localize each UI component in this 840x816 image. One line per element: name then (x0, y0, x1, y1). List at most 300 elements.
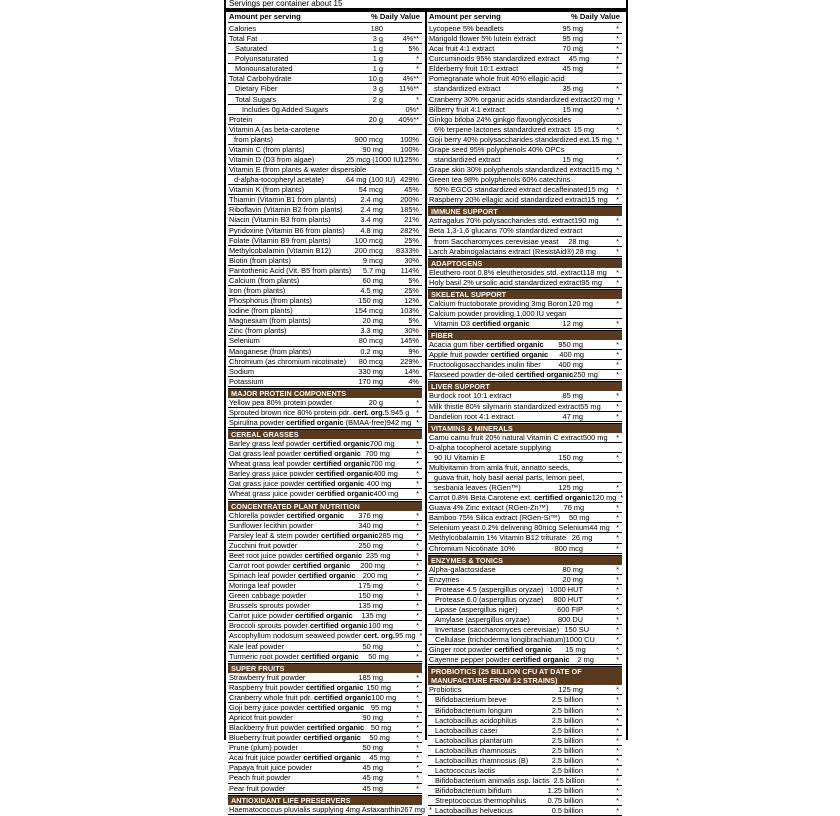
ingredient-name-text: Methylcobalamin (Vitamin B12) (229, 245, 332, 255)
ingredient-row (228, 449, 422, 459)
ingredient-row (428, 575, 622, 585)
ingredient-row (228, 226, 422, 236)
ingredient-row (428, 115, 622, 125)
ingredient-row (428, 706, 622, 716)
ingredient-row (228, 145, 422, 155)
amount-value: 45 mg (362, 783, 383, 793)
daily-value: 21% (404, 215, 419, 225)
ingredient-name (428, 695, 546, 704)
ingredient-row (228, 469, 422, 479)
amount-value: 150 mg (358, 591, 383, 601)
amount-value: 400 mg (558, 360, 583, 370)
ingredient-name-text: 90 IU Vitamin E (434, 452, 486, 462)
daily-value: * (616, 124, 619, 134)
daily-value: * (616, 319, 619, 329)
amount-value: 3 g (372, 84, 383, 94)
organic-label: certified organic (321, 530, 379, 540)
ingredient-row (228, 743, 422, 753)
ingredient-row (228, 733, 422, 743)
ingredient-name-text: Dandelion root 4:1 extract (429, 411, 514, 421)
daily-value: * (416, 713, 419, 722)
daily-value: * (616, 574, 619, 584)
section-header (228, 795, 422, 805)
daily-value: * (416, 601, 419, 611)
daily-value: * (616, 645, 619, 655)
amount-value: 330 mg (358, 366, 383, 376)
ingredient-row (428, 309, 622, 319)
ingredient-row (428, 391, 622, 401)
amount-value: 700 mg (369, 439, 395, 449)
ingredient-name-text: Broccoli sprouts powder (229, 621, 308, 631)
ingredient-row (228, 693, 422, 703)
daily-value: * (616, 360, 619, 370)
ingredient-name-text: Pear fruit powder (229, 783, 286, 793)
ingredient-name-text: Manganese (from plants) (229, 346, 312, 356)
daily-value: * (616, 776, 619, 786)
organic-label: certified organic (306, 723, 365, 733)
section-title: ADAPTOGENS (431, 258, 483, 268)
ingredient-name (428, 402, 580, 411)
ingredient-row (228, 459, 422, 469)
ingredient-name (428, 503, 549, 512)
ingredient-name-text: Beta 1,3-1,6 glucans 70% standardized extract (429, 226, 583, 236)
ingredient-name (428, 786, 546, 795)
daily-value: * (616, 503, 619, 513)
amount-value: 1 g (372, 44, 383, 54)
amount-value (571, 115, 599, 124)
amount-value: 150 mg (358, 296, 383, 306)
ingredient-row (428, 493, 622, 503)
amount-value (566, 309, 596, 318)
section-header (428, 289, 622, 299)
ingredient-row (428, 135, 622, 145)
ingredient-name-text: Saturated (235, 44, 268, 54)
daily-value: * (416, 550, 419, 560)
daily-value: 12% (404, 296, 419, 306)
ingredient-name (228, 784, 346, 793)
ingredient-name (228, 631, 395, 640)
daily-value (387, 24, 422, 33)
daily-value: 282% (400, 225, 419, 235)
ingredient-name-text: Calories (229, 24, 257, 33)
daily-value: 100% (400, 134, 419, 144)
ingredient-name-text: Elderberry fruit 10:1 extract (429, 64, 519, 74)
daily-value: 0%* (405, 104, 419, 114)
daily-value: * (416, 591, 419, 601)
ingredient-name-text: Phosphorus (from plants) (229, 296, 312, 306)
amount-value: 15 mg (565, 645, 586, 655)
daily-value: * (616, 411, 619, 421)
ingredient-name-text: Oat grass juice powder (229, 479, 305, 489)
amount-value: 95 mg (562, 24, 583, 33)
ingredient-row (428, 237, 622, 247)
ingredient-row (428, 463, 622, 473)
ingredient-row (428, 483, 622, 493)
ingredient-name-text: Beet root juice powder (229, 550, 303, 560)
amount-value (565, 74, 596, 83)
ingredient-name-text: Papaya fruit juice powder (229, 763, 312, 773)
organic-label: certified organic (490, 350, 549, 360)
daily-value: 185% (400, 205, 419, 215)
amount-value: 1.25 billion (547, 786, 583, 796)
organic-label: certified organic (303, 753, 361, 763)
daily-value: * (616, 745, 619, 755)
amount-value: 120 mg (591, 493, 617, 503)
daily-value: * (620, 493, 624, 503)
daily-value: * (616, 298, 619, 308)
amount-value: 2.4 mg (360, 195, 383, 205)
ingredient-name-text: Folate (Vitamin B9 from plants) (229, 235, 331, 245)
daily-value: * (616, 594, 619, 604)
ingredient-name-text: Green cabbage powder (229, 591, 307, 601)
ingredient-row (428, 216, 622, 226)
section-header (228, 501, 422, 511)
ingredient-name-text: Apricot fruit powder (229, 713, 293, 722)
amount-value: 95 mg (370, 702, 392, 712)
daily-value: * (416, 530, 419, 540)
ingredient-name (428, 453, 546, 462)
ingredient-row (428, 84, 622, 94)
daily-value: * (416, 682, 419, 692)
ingredient-name-text: Chromium (as chromium nicotinate) (229, 356, 347, 366)
ingredient-name-text: Blackberry fruit powder (229, 723, 305, 733)
organic-label: certified organic (292, 560, 351, 570)
section-title: LIVER SUPPORT (431, 382, 490, 392)
ingredient-name-text: Riboflavin (Vitamin B2 from plants) (229, 205, 343, 215)
ingredient-name-text: Lactococcus lactis (435, 766, 495, 775)
ingredient-row (428, 268, 622, 278)
amount-value: 180 (370, 24, 383, 33)
organic-label: certified organic (304, 550, 363, 560)
amount-value: 50 mg (370, 723, 392, 733)
daily-value: * (616, 655, 619, 665)
ingredient-name-text: Spinach leaf powder (229, 570, 296, 580)
ingredient-name-text: Lycopene 5% beadlets (429, 24, 504, 33)
ingredient-name-text: Calcium fructoborate providing 3mg Boron (429, 298, 568, 308)
amount-value: 2.5 billion (551, 755, 583, 765)
ingredient-name (428, 237, 558, 246)
ingredient-row (428, 402, 622, 412)
ingredient-name-text: Vitamin C (from plants) (229, 144, 305, 154)
ingredient-row (228, 642, 422, 652)
daily-value: 100% (400, 144, 419, 154)
ingredient-name (428, 655, 570, 664)
ingredient-name-text: Barley grass juice powder (229, 469, 314, 479)
ingredient-name-text: Protein (229, 114, 253, 124)
ingredient-row (228, 683, 422, 693)
ingredient-name (428, 185, 588, 194)
ingredient-row (228, 185, 422, 195)
ingredient-name-text: Carrot 0.8% Beta Carotene ext. (429, 493, 533, 503)
daily-value: * (416, 733, 419, 743)
ingredient-name-text: Kale leaf powder (229, 641, 285, 651)
amount-value: 2.4 mg (360, 205, 383, 215)
organic-label: certified organic (494, 645, 552, 655)
ingredient-name (228, 733, 361, 742)
daily-value: * (616, 614, 619, 624)
ingredient-name-text: Wheat grass leaf powder (229, 459, 311, 469)
ingredient-name-text: Bifidobacterium animalis ssp. lactis (435, 776, 550, 786)
amount-value: 3.4 mg (360, 215, 383, 225)
amount-value (570, 175, 598, 184)
ingredient-row (428, 443, 622, 453)
amount-value: 10 g (368, 74, 383, 84)
ingredient-name-text: Sunflower lecithin powder (229, 520, 314, 530)
ingredient-name (228, 155, 346, 164)
organic-label: certified organic (515, 370, 574, 380)
ingredient-name (228, 753, 361, 762)
ingredient-row (228, 34, 422, 44)
daily-value: 25% (404, 286, 419, 296)
daily-value (596, 74, 622, 83)
ingredient-name (428, 483, 546, 492)
daily-value: * (416, 449, 419, 459)
amount-value: 400 mg (373, 489, 399, 499)
ingredient-name (228, 571, 356, 580)
ingredient-row (228, 175, 422, 185)
ingredient-name-text: Turmeric root powder (229, 651, 299, 661)
ingredient-name (428, 473, 584, 482)
amount-value: 154 mcg (354, 306, 383, 316)
organic-label: certified organic (309, 621, 368, 631)
ingredient-name-text: Vitamin D (D3 from algae) (229, 155, 315, 165)
ingredient-name (228, 743, 346, 752)
amount-value: 700 mg (365, 449, 390, 459)
daily-value: * (616, 625, 619, 635)
ingredient-name (428, 340, 546, 349)
amount-value: 125 mg (558, 483, 583, 493)
ingredient-name-text: Burdock root 10:1 extract (429, 391, 512, 401)
ingredient-name-text: Barley grass leaf powder (229, 439, 311, 449)
ingredient-name (428, 736, 546, 745)
ingredient-name (228, 306, 346, 315)
amount-value: 135 mg (358, 601, 383, 611)
ingredient-name-text: Holy basil 2% ursolic acid standardized extract (429, 277, 582, 287)
ingredient-name-text: Spirulina powder (229, 417, 285, 427)
section-header (428, 330, 622, 340)
daily-value: * (416, 753, 419, 763)
ingredient-name-text: Pomegranate whole fruit 40% ellagic acid (429, 74, 565, 84)
left-rows (228, 24, 432, 815)
ingredient-row (228, 24, 422, 34)
ingredient-row (428, 278, 622, 288)
ingredient-name (228, 408, 385, 417)
amount-value: 100 mg (371, 692, 397, 702)
ingredient-name-text: Bifidobacterium bifidum (435, 786, 512, 796)
daily-value: 9% (408, 346, 419, 356)
daily-value: * (616, 635, 619, 645)
daily-value: * (616, 64, 619, 74)
ingredient-name-text: Streptococcus thermophilus (435, 796, 527, 806)
ingredient-name (428, 513, 560, 522)
ingredient-row (228, 551, 422, 561)
daily-value: * (616, 766, 619, 775)
ingredient-name (428, 433, 583, 442)
ingredient-row (428, 165, 622, 175)
ingredient-row (228, 398, 422, 408)
ingredient-name-text: Lactobacillus plantarum (435, 735, 513, 745)
ingredient-row (228, 125, 422, 135)
daily-value: * (616, 483, 619, 493)
ingredient-name-text: Green tea 98% polyphenols 60% catechins (429, 175, 571, 185)
ingredient-name (228, 439, 370, 448)
ingredient-name (428, 370, 573, 379)
ingredient-row (428, 195, 622, 205)
ingredient-row (228, 316, 422, 326)
ingredient-row (428, 523, 622, 533)
supplement-facts-panel (224, 0, 628, 816)
ingredient-name (428, 595, 546, 604)
ingredient-name-text: Zucchini fruit powder (229, 540, 298, 550)
daily-value: * (616, 705, 619, 715)
daily-value: 5% (408, 316, 419, 326)
amount-value: 90 mg (362, 713, 383, 722)
organic-label: certified organic (298, 570, 356, 580)
ingredient-name-text: Lactobacillus acidophilus (435, 715, 517, 725)
amount-value: 942 mg (386, 417, 412, 427)
ingredient-row (428, 360, 622, 370)
daily-value (604, 226, 622, 235)
amount-value: 50 mg (568, 513, 590, 523)
daily-value: * (416, 439, 419, 449)
amount-value: 200 mg (362, 570, 388, 580)
ingredient-name-text: Wheat grass juice powder (229, 489, 315, 499)
ingredient-name-text: Bifidobacterium longum (435, 705, 513, 715)
amount-value: 2 mg (577, 655, 594, 665)
amount-value (570, 463, 598, 472)
ingredient-row (428, 503, 622, 513)
ingredient-name (228, 367, 346, 376)
ingredient-name-text: Ginkgo biloba 24% ginkgo flavonglycosides (429, 114, 572, 124)
ingredient-name (228, 561, 350, 570)
organic-label: certified organic (472, 319, 530, 329)
ingredient-row (228, 773, 422, 783)
ingredient-row (228, 377, 422, 387)
daily-value: 145% (400, 336, 419, 346)
ingredient-name (428, 685, 546, 694)
daily-value: 200% (400, 195, 419, 205)
ingredient-name-text: Pyridoxine (Vitamin B6 from plants) (229, 225, 345, 235)
amount-value: 26 mg (571, 533, 593, 543)
ingredient-name (428, 278, 581, 287)
ingredient-row (228, 357, 422, 367)
ingredient-row (428, 433, 622, 443)
ingredient-name (228, 713, 346, 722)
ingredient-name (428, 105, 546, 114)
ingredient-name (228, 642, 346, 651)
ingredient-name-suffix: (BMAA-free) (343, 417, 387, 427)
amount-value: 28 mg (568, 236, 589, 246)
daily-value: 30% (404, 255, 419, 265)
right-column (428, 12, 624, 816)
organic-label: certified organic (316, 489, 374, 499)
ingredient-name (228, 805, 400, 814)
ingredient-name (228, 256, 346, 265)
ingredient-row (228, 489, 422, 499)
daily-value: * (616, 165, 620, 175)
amount-value: 15 mg (573, 124, 595, 134)
daily-value: * (616, 584, 619, 594)
ingredient-name (228, 74, 346, 83)
amount-value: 1 g (372, 64, 383, 74)
daily-value: * (416, 783, 419, 793)
section-title: ENZYMES & TONICS (431, 555, 504, 565)
ingredient-name-text: from plants) (234, 134, 274, 144)
ingredient-row (228, 713, 422, 723)
ingredient-row (228, 336, 422, 346)
daily-value: * (616, 543, 619, 553)
ingredient-name (228, 693, 372, 702)
organic-label: certified organic (312, 459, 371, 469)
daily-value (596, 145, 622, 154)
ingredient-name (228, 551, 362, 560)
ingredient-name (228, 175, 346, 184)
ingredient-row (428, 412, 622, 422)
daily-value: * (616, 246, 619, 256)
ingredient-row (228, 115, 422, 125)
ingredient-name (228, 236, 346, 245)
daily-value: * (416, 692, 419, 702)
amount-value: 95 mg (394, 631, 416, 641)
amount-value: 80 mg (562, 564, 583, 574)
ingredient-row (228, 246, 422, 256)
ingredient-row (228, 256, 422, 266)
ingredient-name (428, 115, 571, 124)
ingredient-name-text: from Saccharomyces cerevisiae yeast (434, 236, 559, 246)
ingredient-name-text: Prune (plum) powder (229, 743, 299, 753)
ingredient-name (228, 459, 370, 468)
daily-value: * (616, 277, 619, 287)
ingredient-name-text: Apple fruit powder (429, 350, 489, 360)
amount-value: 95 mg (562, 34, 583, 44)
ingredient-name (228, 226, 346, 235)
ingredient-row (428, 453, 622, 463)
ingredient-row (428, 34, 622, 44)
ingredient-name (428, 155, 546, 164)
ingredient-row (228, 763, 422, 773)
organic-label: certified organic (301, 651, 359, 661)
ingredient-name (428, 319, 546, 328)
ingredient-row (428, 766, 622, 776)
organic-label: certified organic (305, 682, 364, 692)
ingredient-name-text: Milk thistle 80% silymarin standardized extract (429, 401, 581, 411)
section-title: CONCENTRATED PLANT NUTRITION (231, 501, 360, 511)
ingredient-name (228, 185, 346, 194)
daily-value: * (616, 340, 619, 350)
ingredient-row (228, 266, 422, 276)
daily-value: * (416, 651, 419, 661)
ingredient-name (228, 773, 346, 782)
ingredient-name (228, 683, 363, 692)
ingredient-name-text: Vitamin A (as beta-carotene (229, 124, 320, 134)
ingredient-name (228, 521, 346, 530)
ingredient-row (428, 585, 622, 595)
amount-value: 20 mg (592, 94, 614, 104)
section-header (228, 429, 422, 439)
ingredient-name (228, 326, 346, 335)
ingredient-name-text: standardized extract (434, 84, 501, 94)
daily-value: 125% (400, 155, 419, 165)
amount-value: 85 mg (562, 391, 583, 401)
amount-value: 0.5 billion (551, 806, 583, 816)
daily-value (387, 125, 422, 134)
ingredient-name-text: Parsley leaf & stem powder (229, 530, 319, 540)
organic-label: cert. org. (353, 407, 385, 417)
ingredient-name (428, 247, 574, 256)
daily-value: * (416, 581, 419, 591)
ingredient-row (228, 581, 422, 591)
ingredient-name (428, 625, 559, 634)
